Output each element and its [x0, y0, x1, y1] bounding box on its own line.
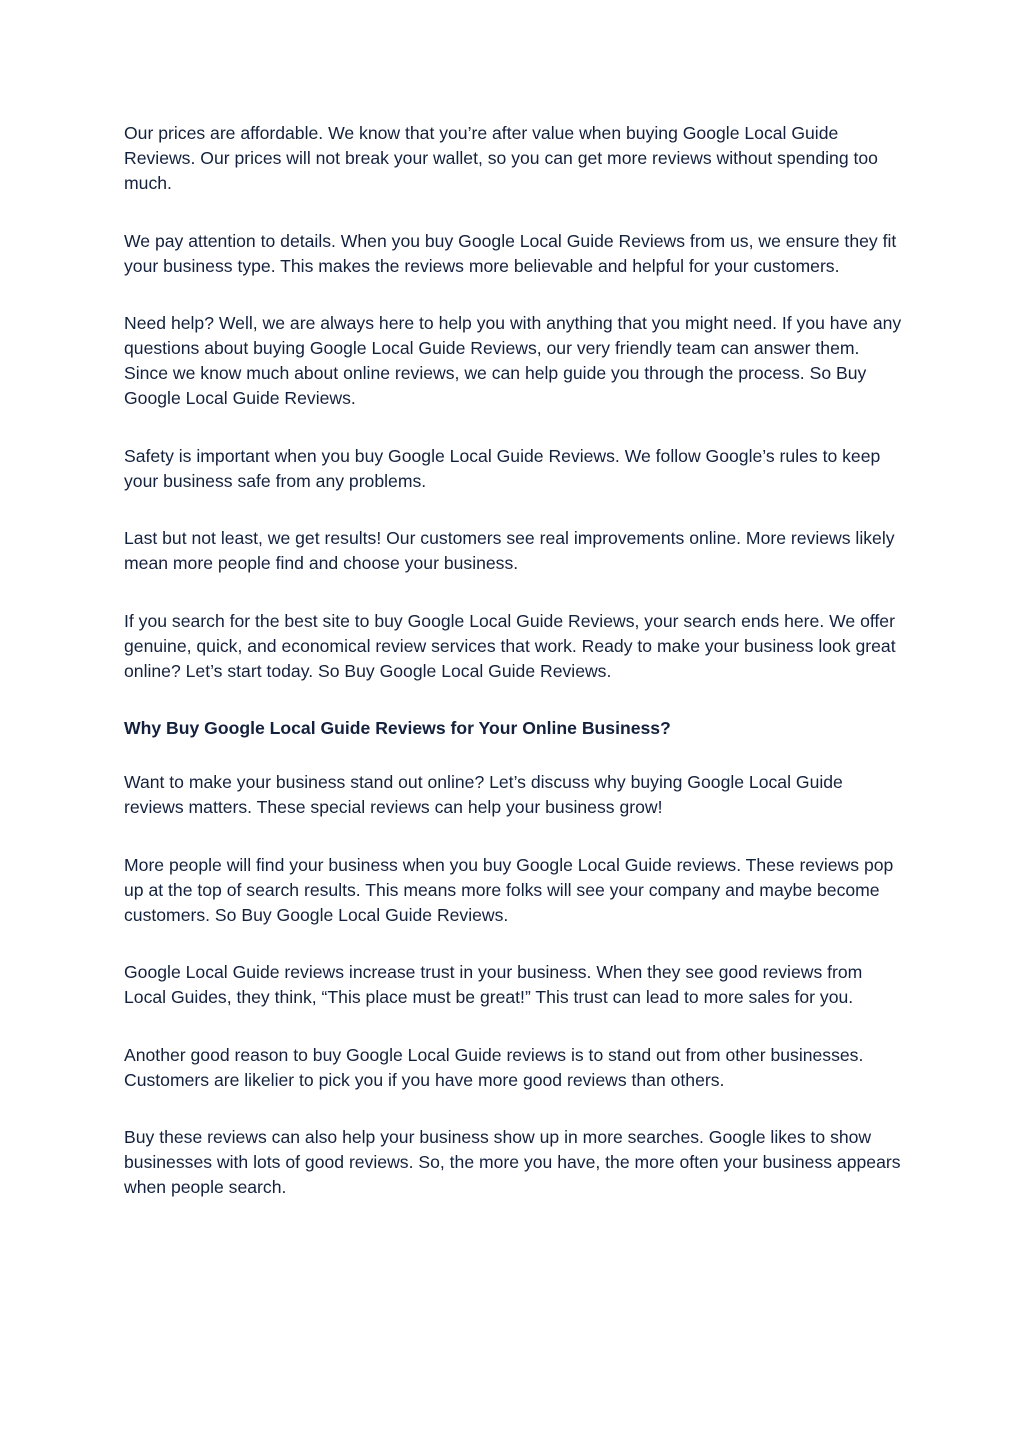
paragraph-more-people: More people will find your business when you buy Google Local Guide reviews. These reviews pop up at the top of search results. This means more folks will see your company and maybe become customers. So Buy Google Local Guide Reviews. [124, 854, 894, 925]
document-page [124, 121, 904, 1233]
paragraph-competition: Another good reason to buy Google Local Guide reviews is to stand out from other businesses. Customers are likelier to pick you if you have more good reviews than others. [124, 1044, 864, 1090]
paragraph-attention-to-details: We pay attention to details. When you buy Google Local Guide Reviews from us, we ensure they fit your business type. This makes the reviews more believable and helpful for your customers. [124, 230, 897, 276]
paragraph-results: Last but not least, we get results! Our customers see real improvements online. More reviews likely mean more people find and choose your business. [124, 528, 895, 573]
paragraph-affordable-prices: Our prices are affordable. We know that you’re after value when buying Google Local Guide Reviews. Our prices will not break your wallet, so you can get more reviews without spending too much. [124, 123, 878, 193]
paragraph-more-searches: Buy these reviews can also help your business show up in more searches. Google likes to show businesses with lots of good reviews. So, the more you have, the more often your business appears when people search. [124, 1127, 901, 1197]
paragraph-trust: Google Local Guide reviews increase trust in your business. When they see good reviews from Local Guides, they think, “This place must be great!” This trust can lead to more sales for you. [124, 962, 863, 1007]
paragraph-need-help: Need help? Well, we are always here to help you with anything that you might need. If you have any questions about buying Google Local Guide Reviews, our very friendly team can answer them. Since we know much about online reviews, we can help guide you through the process. So Buy Google Local Guide Reviews. [124, 313, 902, 408]
paragraph-safety: Safety is important when you buy Google Local Guide Reviews. We follow Google’s rules to keep your business safe from any problems. [124, 445, 881, 491]
paragraph-best-site: If you search for the best site to buy Google Local Guide Reviews, your search ends here. We offer genuine, quick, and economical review services that work. Ready to make your business look great online? Let’s start today. So Buy Google Local Guide Reviews. [124, 610, 896, 681]
section-heading: Why Buy Google Local Guide Reviews for Your Online Business? [124, 718, 671, 738]
paragraph-stand-out: Want to make your business stand out online? Let’s discuss why buying Google Local Guide reviews matters. These special reviews can help your business grow! [124, 772, 843, 817]
